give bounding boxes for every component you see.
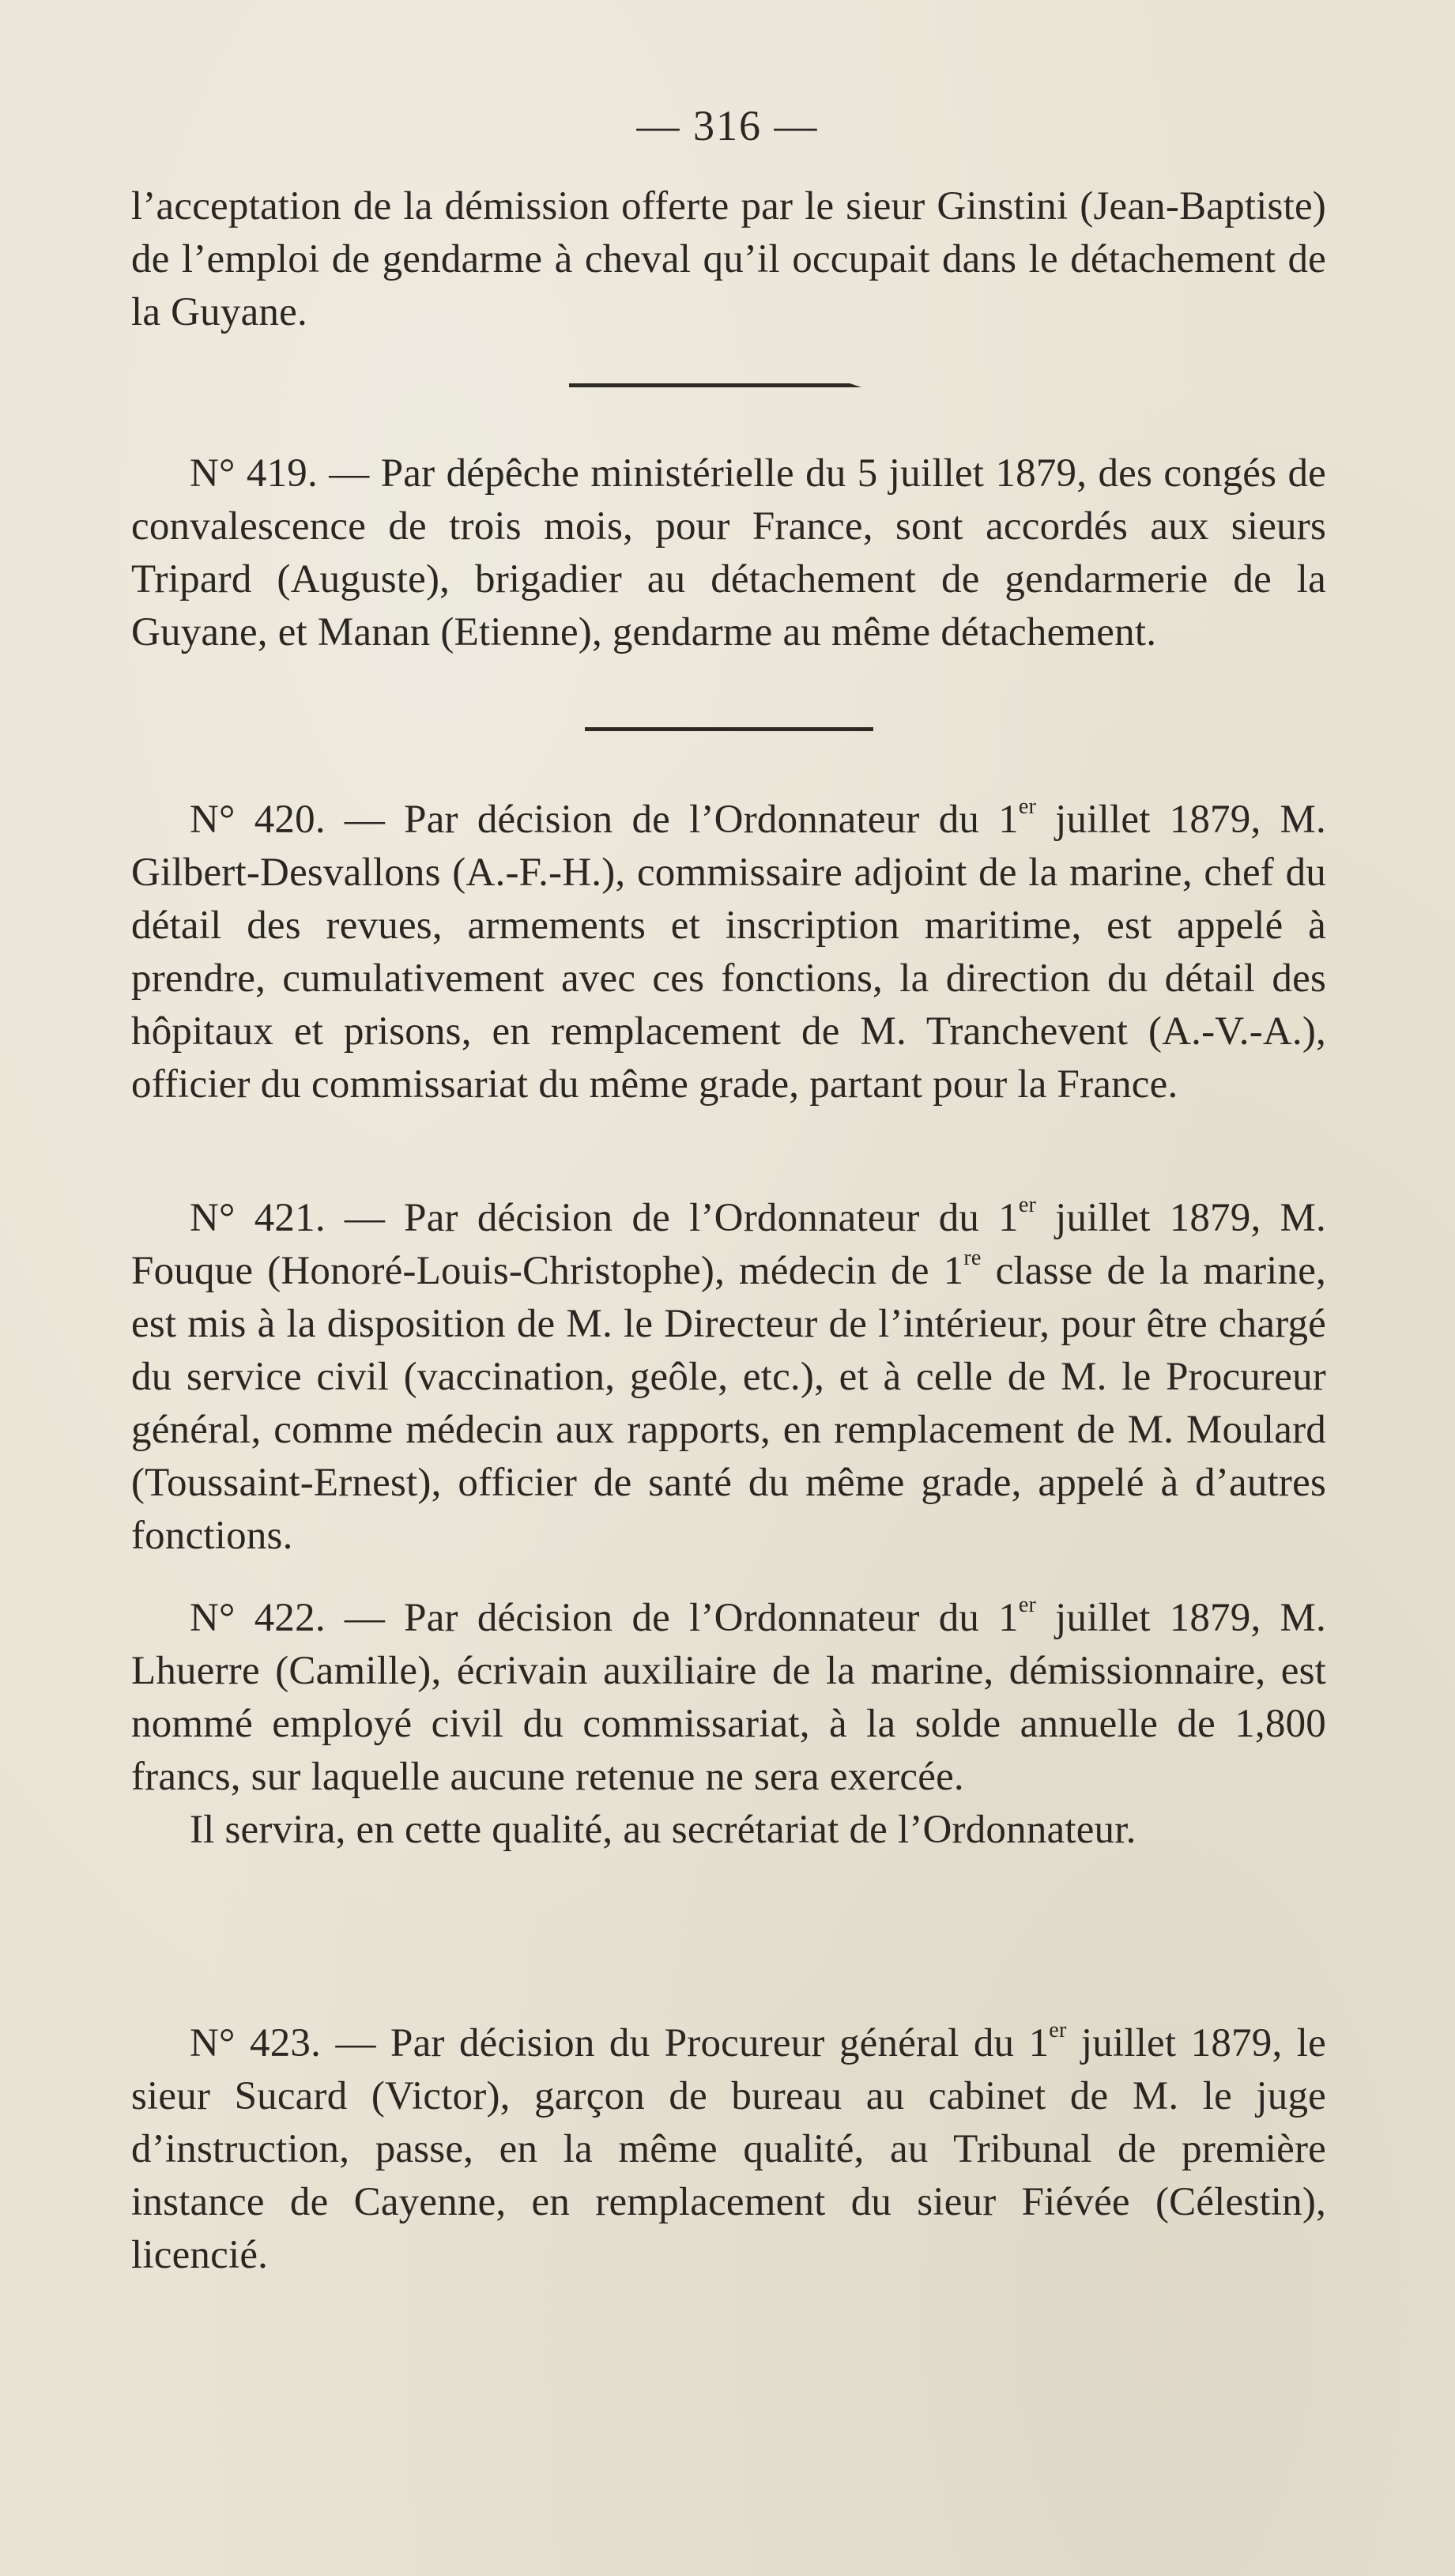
entry-text-start: N° 422. — Par décision de l’Ordonnateur du 1 [190, 1596, 1019, 1640]
entry-423 [131, 2017, 1326, 2282]
entry-419 [131, 447, 1326, 659]
entry-420 [131, 794, 1326, 1111]
entry-text-start: N° 421. — Par décision de l’Ordonnateur du 1 [190, 1196, 1019, 1240]
paragraph-text: N° 419. — Par dépêche ministérielle du 5 juillet 1879, des congés de convalescence de trois mois, pour France, sont accordés aux sieurs Tripard (Auguste), brigadier au détachement de gendarmerie de la Guyane, et Manan (Etienne), gendarme au même détachement. [131, 451, 1326, 654]
section-divider [585, 727, 873, 731]
ordinal-superscript: er [1018, 1593, 1037, 1618]
paragraph-text [131, 1592, 1326, 1804]
paragraph-text: l’acceptation de la démission offerte par le sieur Ginstini (Jean-Baptiste) de l’emploi de gendarme à cheval qu’il occupait dans le détachement de la Guyane. [131, 184, 1326, 334]
ordinal-superscript: er [1049, 2018, 1067, 2043]
paragraph-text [131, 794, 1326, 1111]
ordinal-superscript: re [963, 1246, 982, 1271]
ordinal-superscript: er [1018, 794, 1037, 820]
paragraph-text [131, 2017, 1326, 2282]
entry-421 [131, 1192, 1326, 1563]
paragraph-text [131, 1192, 1326, 1563]
entry-422 [131, 1592, 1326, 1857]
section-divider [569, 383, 861, 387]
entry-text-rest: juillet 1879, M. Gilbert-Desvallons (A.-F.-H.), commissaire adjoint de la marine, chef du détail des revues, armements et inscription maritime, est appelé à prendre, cumulativement avec ces fonctions, la direction du détail des hôpitaux et prisons, en remplacement de M. Tranchevent (A.-V.-A.), officier du commissariat du même grade, partant pour la France. [131, 798, 1327, 1107]
entry-text-start: N° 420. — Par décision de l’Ordonnateur du 1 [190, 798, 1019, 842]
entry-text-rest: classe de la marine, est mis à la disposition de M. le Directeur de l’intérieur, pour être chargé du service civil (vaccination, geôle, etc.), et à celle de M. le Procureur général, comme médecin aux rapports, en remplacement de M. Moulard (Toussaint-Ernest), officier de santé du même grade, appelé à d’autres fonctions. [131, 1249, 1326, 1558]
paragraph-intro [131, 180, 1326, 339]
entry-text-middle: juillet 1879, M. Fouque (Honoré-Louis-Christophe), médecin de 1 [131, 1196, 1327, 1293]
paragraph-text: Il servira, en cette qualité, au secrétariat de l’Ordonnateur. [190, 1808, 1136, 1852]
ordinal-superscript: er [1018, 1193, 1037, 1218]
entry-text-rest: juillet 1879, M. Lhuerre (Camille), écrivain auxiliaire de la marine, démissionnaire, est nommé employé civil du commissariat, à la solde annuelle de 1,800 francs, sur laquelle aucune retenue ne sera exercée. [131, 1596, 1327, 1799]
entry-text-start: N° 423. — Par décision du Procureur général du 1 [190, 2021, 1050, 2065]
entry-text-rest: juillet 1879, le sieur Sucard (Victor), garçon de bureau au cabinet de M. le juge d’instruction, passe, en la même qualité, au Tribunal de première instance de Cayenne, en remplacement du sieur Fiévée (Célestin), licencié. [131, 2021, 1326, 2277]
page-number: — 316 — [636, 102, 819, 149]
